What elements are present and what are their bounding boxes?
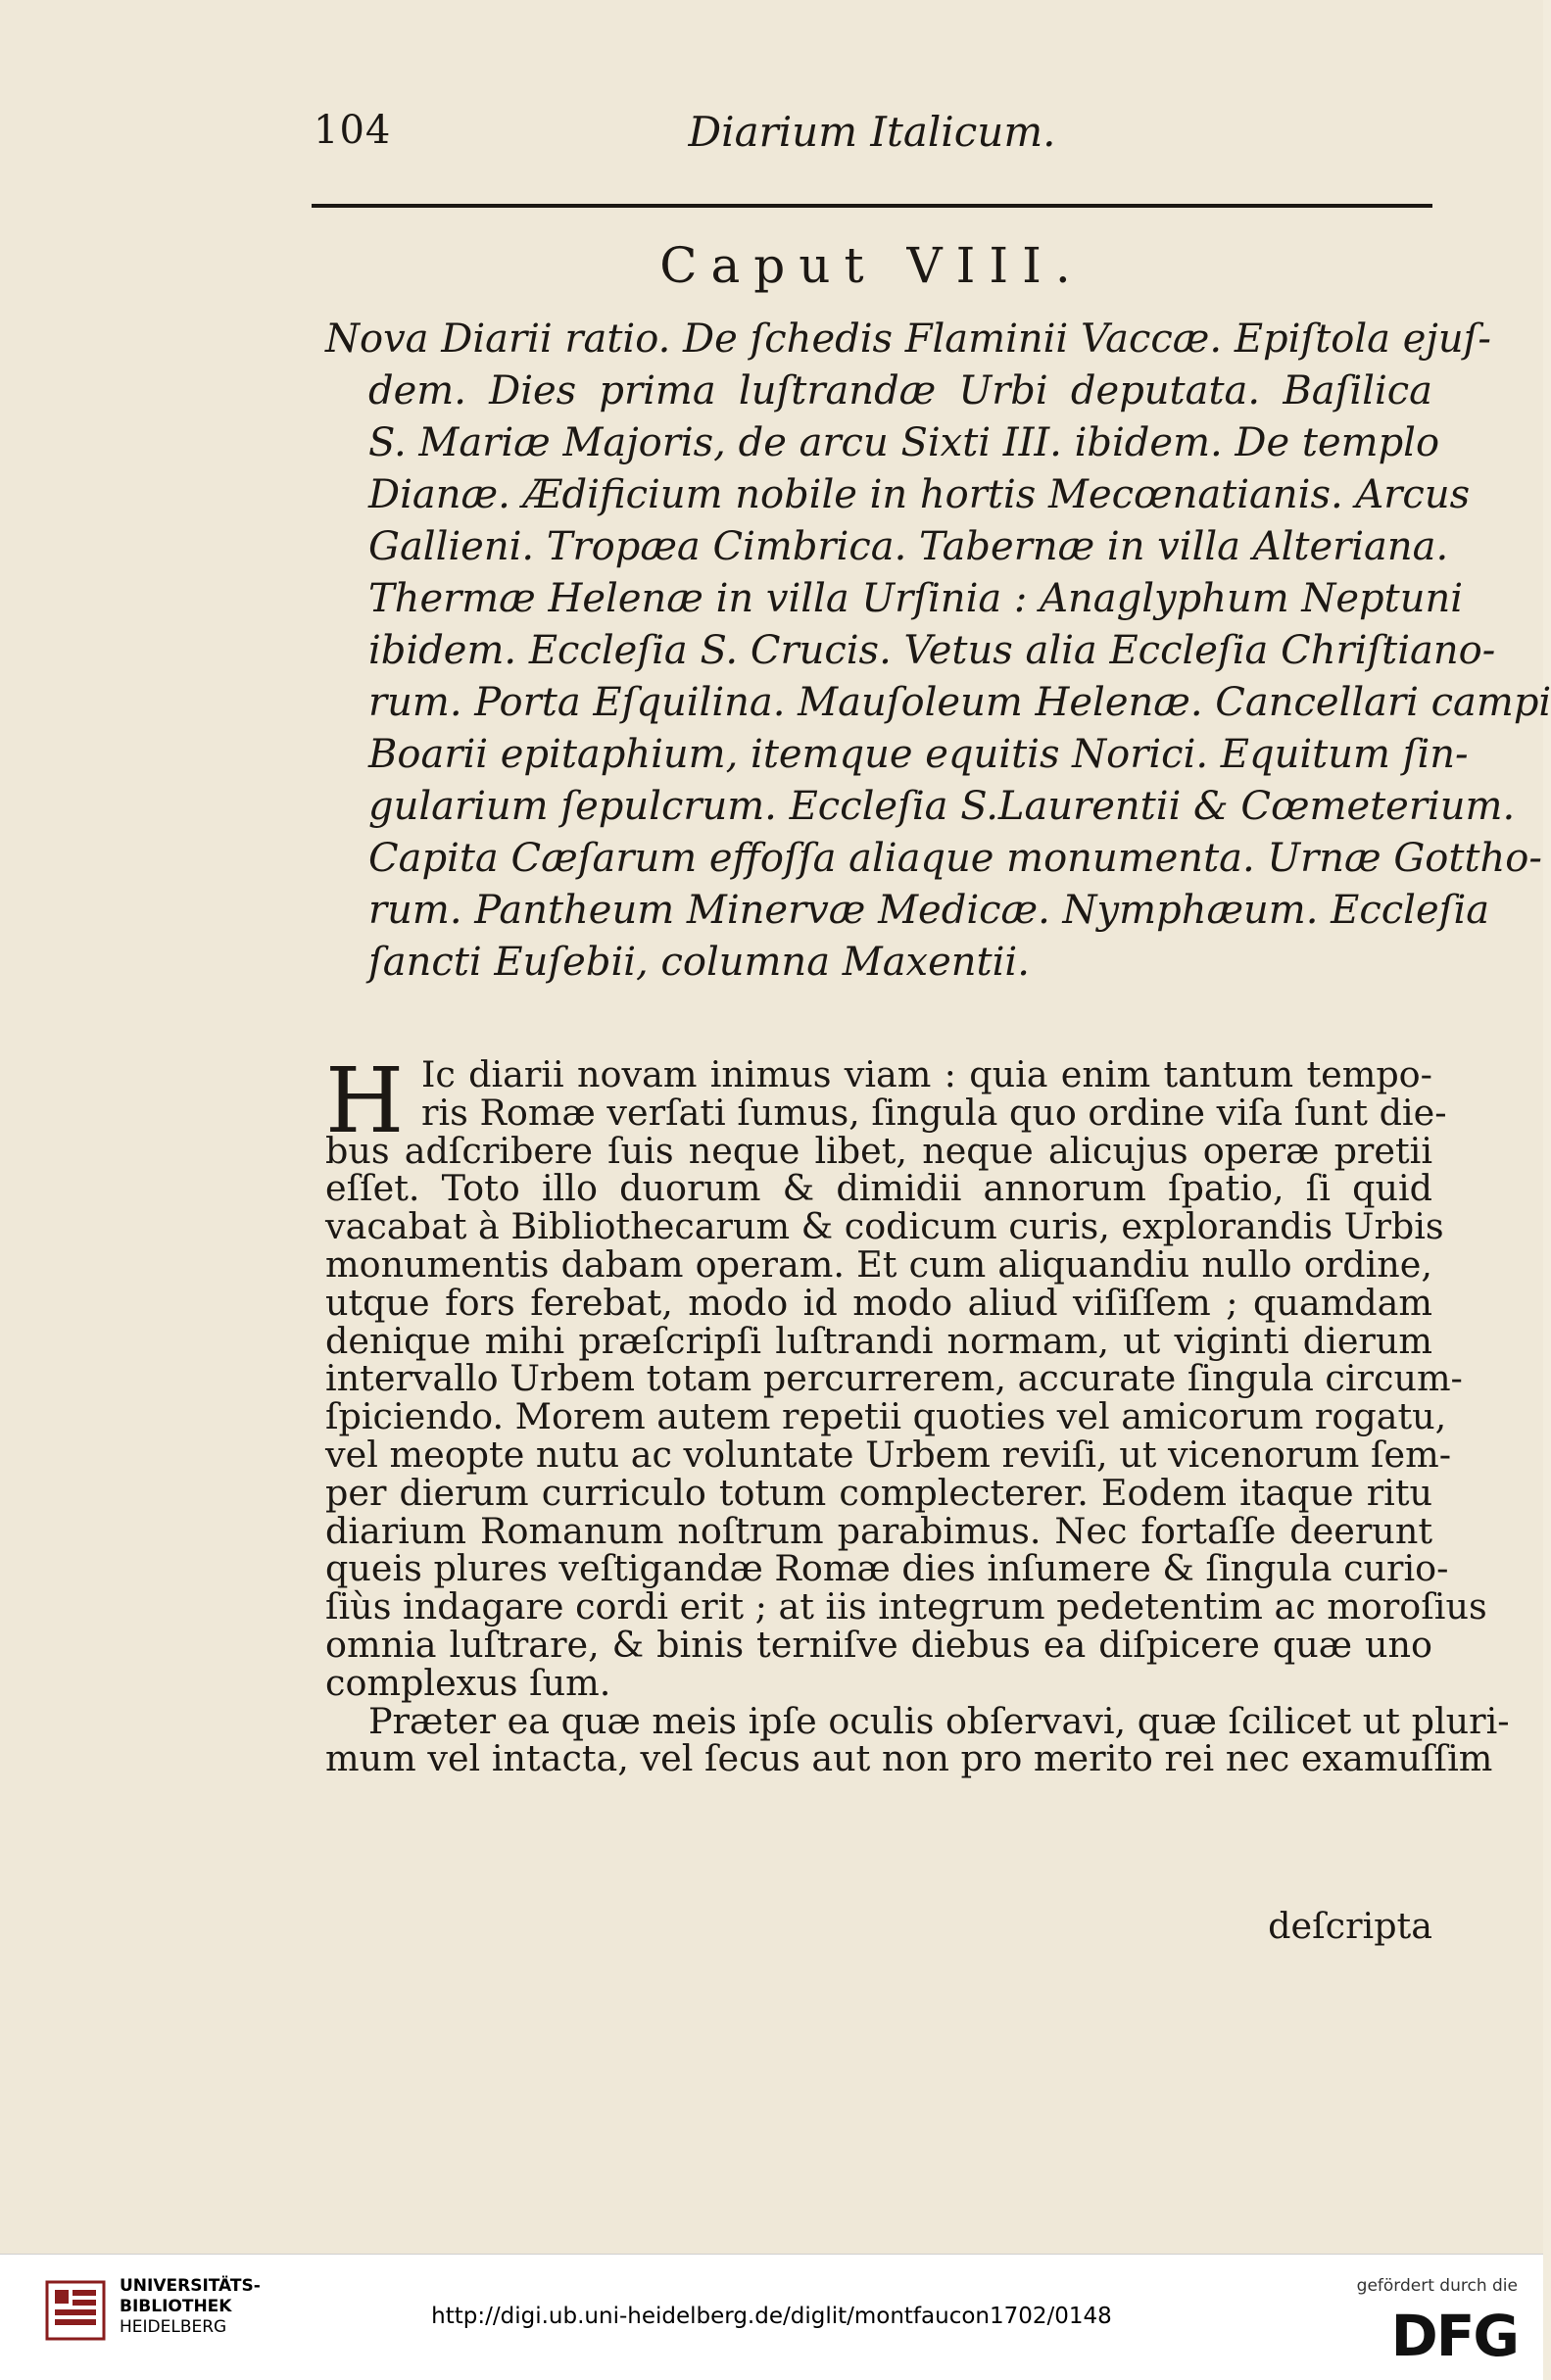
body-line: intervallo Urbem totam percurrerem, accurate ſingula circum- (325, 1357, 1463, 1400)
body-line: vel meopte nutu ac voluntate Urbem reviſi, ut vicenorum ſem- (325, 1433, 1452, 1476)
summary-line: ibidem. Eccleſia S. Crucis. Vetus alia Eccleſia Chriſtiano- (368, 628, 1496, 673)
summary-line: Dianæ. Ædificium nobile in hortis Mecœnatianis. Arcus (368, 472, 1471, 517)
summary-line: gularium ſepulcrum. Eccleſia S.Laurentii & Cœmeterium. (368, 784, 1516, 829)
page-number: 104 (314, 108, 392, 153)
dfg-logo: DFG (1390, 2303, 1518, 2369)
body-line: vacabat à Bibliothecarum & codicum curis, explorandis Urbis (325, 1205, 1444, 1248)
body-line: ſpiciendo. Morem autem repetii quoties vel amicorum rogatu, (325, 1395, 1447, 1438)
summary-line: rum. Pantheum Minervæ Medicæ. Nymphæum. Eccleſia (368, 888, 1490, 933)
header-rule (312, 204, 1432, 208)
summary-line: Boarii epitaphium, itemque equitis Norici. Equitum ſin- (368, 732, 1469, 777)
library-name-line1: UNIVERSITÄTS- (120, 2276, 261, 2296)
library-name-line2: BIBLIOTHEK (120, 2297, 232, 2316)
body-line: per dierum curriculo totum complecterer. Eodem itaque ritu (325, 1471, 1432, 1514)
footer-bar (0, 2254, 1543, 2380)
chapter-title: Caput VIII. (659, 237, 1085, 294)
summary-line: Thermæ Helenæ in villa Urſinia : Anaglyphum Neptuni (368, 576, 1464, 621)
body-line: ris Romæ verſati ſumus, ſingula quo ordine viſa ſunt die- (421, 1091, 1447, 1134)
summary-line: S. Mariæ Majoris, de arcu Sixti III. ibidem. De templo (368, 420, 1440, 465)
summary-line: Gallieni. Tropæa Cimbrica. Tabernæ in villa Alteriana. (368, 524, 1449, 569)
permalink-url[interactable]: http://digi.ub.uni-heidelberg.de/diglit/montfaucon1702/0148 (431, 2304, 1112, 2329)
body-line: utque fors ferebat, modo id modo aliud viſiſſem ; quamdam (325, 1281, 1432, 1324)
body-line: Ic diarii novam inimus viam : quia enim tantum tempo- (421, 1053, 1432, 1095)
chapter-summary (325, 314, 1551, 989)
summary-line: Nova Diarii ratio. De ſchedis Flaminii Vaccæ. Epiſtola ejuſ- (325, 316, 1491, 362)
body-line: complexus ſum. (325, 1661, 611, 1704)
body-line: omnia luſtrare, & binis terniſve diebus ea diſpicere quæ uno (325, 1623, 1432, 1666)
body-line: eſſet. Toto illo duorum & dimidii annorum ſpatio, ſi quid (325, 1167, 1432, 1210)
summary-line: dem. Dies prima luſtrandæ Urbi deputata. Baſilica (368, 368, 1432, 413)
catchword: deſcripta (1268, 1905, 1432, 1947)
body-line: denique mihi præſcripſi luſtrandi normam, ut viginti dierum (325, 1319, 1432, 1362)
body-line: bus adſcribere ſuis neque libet, neque alicujus operæ pretii (325, 1129, 1432, 1172)
summary-line: ſancti Euſebii, columna Maxentii. (368, 940, 1030, 985)
body-text (325, 1048, 1510, 1780)
body-line: mum vel intacta, vel ſecus aut non pro merito rei nec examuſſim (325, 1737, 1493, 1780)
library-name-line3: HEIDELBERG (120, 2317, 227, 2337)
summary-line: rum. Porta Eſquilina. Mauſoleum Helenæ. Cancellari campi (368, 680, 1551, 725)
body-line: diarium Romanum noſtrum parabimus. Nec fortaſſe deerunt (325, 1509, 1432, 1552)
body-line: monumentis dabam operam. Et cum aliquandiu nullo ordine, (325, 1242, 1432, 1286)
page-header (314, 108, 1430, 167)
running-title: Diarium Italicum. (688, 108, 1056, 156)
funding-note: gefördert durch die (1356, 2276, 1518, 2296)
body-line: Præter ea quæ meis ipſe oculis obſervavi, quæ ſcilicet ut pluri- (368, 1699, 1510, 1742)
drop-cap: H (325, 1048, 405, 1153)
body-line: queis plures veſtigandæ Romæ dies inſumere & ſingula curio- (325, 1547, 1449, 1590)
summary-line: Capita Cæſarum effoſſa aliaque monumenta. Urnæ Gottho- (368, 836, 1542, 881)
body-line: ſiùs indagare cordi erit ; at iis integrum pedetentim ac moroſius (325, 1585, 1487, 1628)
